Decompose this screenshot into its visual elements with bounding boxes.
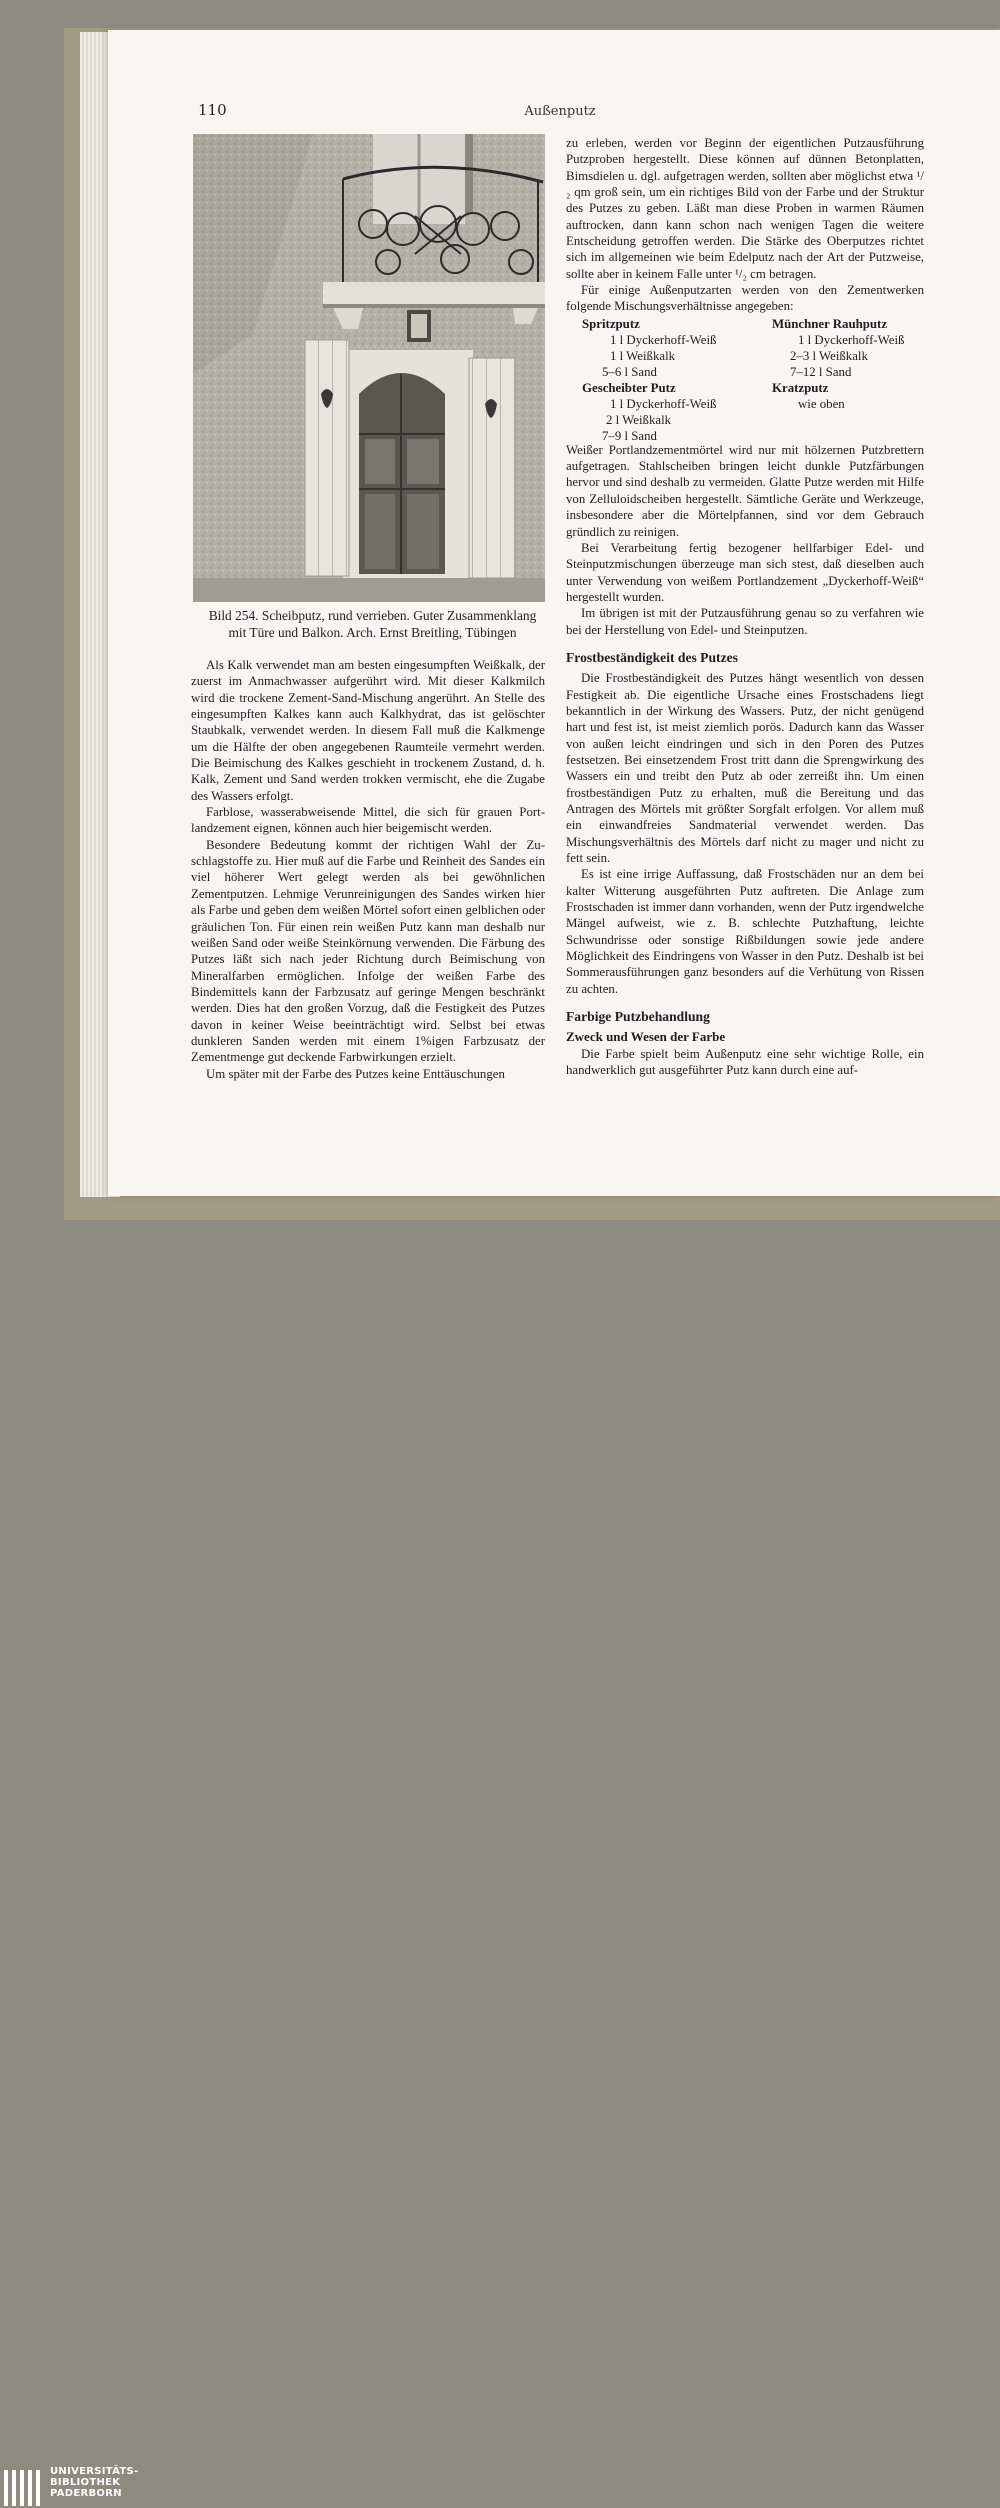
caption-line-1: Bild 254. Scheibputz, rund verrieben. Guter Zusammenklang (208, 608, 537, 623)
library-logo (0, 1232, 160, 2499)
paragraph: Es ist eine irrige Auffassung, daß Frostschäden nur an dem bei kalter Witterung ausgeführten Putz auftreten. Die Anlage zum Frostschaden ist immer dann vorhanden, wenn der Putz irgendwelche Mängel aufweist, wie z. B. schlechte Putzhaftung, leichte Schwundrisse oder sonstige Rißbildungen sowie jede andere Möglichkeit des Eindringens von Wasser in den Putz. Deshalb ist bei Sommerausführungen ganz besonders auf die Verhütung von Rissen zu achten. (566, 867, 924, 996)
mix-line: 2 l Weißkalk (606, 412, 672, 427)
mix-line: 5–6 l Sand (602, 364, 657, 379)
mix-line: 1 l Dyckerhoff-Weiß (798, 332, 905, 347)
library-bars-icon (2, 2466, 44, 2508)
mix-line: 7–9 l Sand (602, 428, 657, 443)
caption-line-2: mit Türe und Balkon. Arch. Ernst Breitling, Tübingen (228, 625, 517, 640)
mix-line: 7–12 l Sand (790, 364, 852, 379)
mix-line: 1 l Dyckerhoff-Weiß (610, 396, 717, 411)
paragraph: Für einige Außenputzarten werden von den Zementwerken folgende Mischungsverhältnisse angegeben: (566, 283, 924, 314)
balcony-photo (193, 134, 545, 602)
mix-title-kratzputz: Kratzputz (772, 380, 829, 395)
mix-title-gescheibter: Gescheibter Putz (582, 380, 676, 395)
library-name (50, 2466, 160, 2499)
mix-line: 2–3 l Weißkalk (790, 348, 868, 363)
paragraph: Als Kalk verwendet man am besten eingesumpften Weißkalk, der zuerst im Anmachwasser aufgerührt wird. Mit dieser Kalkmilch wird die trockene Zement-Sand-Mischung angerührt. An Stelle des eingesumpften Kalkes kann auch Kalkhydrat, das ist gelöschter Staubkalk, verwendet werden. In diesem Fall muß die Kalkmenge um die Hälfte der oben angegebenen Raumteile vermehrt werden. Die Beimischung des Kalkes geschieht in trockenem Zustand, d. h. Kalk, Zement und Sand werden trokken vermischt, ehe die Zugabe des Wassers erfolgt. (191, 658, 545, 803)
paragraph: Weißer Portlandzementmörtel wird nur mit hölzernen Putzbrettern aufgetragen. Stahlscheiben bringen leicht dunkle Putzfärbungen hervor und sind deshalb zu vermeiden. Glatte Putze werden mit Hilfe von Zelluloidscheiben hergestellt. Sämtliche Geräte und Werkzeuge, insbesondere aber die Mörtelpfannen, sind vor dem Gebrauch gründlich zu reinigen. (566, 442, 924, 539)
page-number: 110 (198, 101, 227, 119)
subheading-zweck: Zweck und Wesen der Farbe (566, 1029, 726, 1045)
paragraph: zu erleben, werden vor Beginn der eigentlichen Putzausführung Putzproben hergestellt. Diese können auf dünnen Betonplatten, Bimsdielen u. dgl. aufgetragen werden, sollten aber möglichst etwa ¹/₂ qm groß sein, um ein richtiges Bild von der Farbe und der Struktur des Putzes zu geben. Läßt man diese Proben in warmen Räumen auftrocken, dann kann schon nach wenigen Tagen die weitere Entscheidung getroffen werden. Die Stärke des Oberputzes richtet sich im allgemeinen wie beim Edelputz nach der Art der Putzweise, sollte aber in keinem Falle unter ¹/₂ cm betragen. (566, 136, 924, 281)
mix-line: 1 l Dyckerhoff-Weiß (610, 332, 717, 347)
running-title: Außenputz (524, 104, 596, 119)
section-heading-frost: Frostbeständigkeit des Putzes (566, 649, 738, 665)
paragraph: Um später mit der Farbe des Putzes keine Enttäuschungen (206, 1066, 505, 1081)
section-heading-farbige: Farbige Putzbehandlung (566, 1009, 710, 1025)
library-line-3: PADERBORN (50, 2488, 122, 2499)
paragraph: Farblose, wasserabweisende Mittel, die sich für grauen Portlandzement eignen, können auch hier beigemischt werden. (191, 805, 545, 836)
paragraph: Die Frostbeständigkeit des Putzes hängt wesentlich von dessen Festigkeit ab. Die eigentliche Ursache eines Frostschadens liegt bekanntlich in der Wirkung des Wassers. Putz, der nicht genügend hart und fest ist, ist meist ziemlich porös. Dadurch kann das Wasser von außen leicht eindringen und sich in den Poren des Putzes festsetzen. Bei einsetzendem Frost tritt dann die Sprengwirkung des Wassers ein und treibt den Putz ab oder zerreißt ihn. Um einen frostbeständigen Putz zu erhalten, muß die Bereitung und das Antragen des Mörtels mit größter Sorgfalt erfolgen. Vor allem muß ein einwandfreies Sandmaterial verwendet werden. Das Mischungsverhältnis des Mörtels darf nicht zu mager und nicht zu fett sein. (566, 671, 924, 866)
figure-caption (190, 607, 555, 641)
paragraph: Die Farbe spielt beim Außenputz eine sehr wichtige Rolle, ein handwerklich gut ausgeführter Putz kann durch eine auf- (566, 1046, 924, 1078)
mix-title-muenchner: Münchner Rauhputz (772, 316, 888, 331)
mix-line: 1 l Weißkalk (610, 348, 676, 363)
left-text-column (191, 657, 545, 1082)
mix-title-spritzputz: Spritzputz (582, 316, 640, 331)
mixing-ratios-table (566, 316, 924, 443)
paragraph: Besondere Bedeutung kommt der richtigen Wahl der Zuschlagstoffe zu. Hier muß auf die Farbe und Reinheit des Sandes ein viel höherer Wert gelegt werden als bei gewöhnlichen Zementputzen. Lehmige Verunreinigungen des Sandes wirken hier als Farbe und geben dem weißen Mörtel sofort einen gelblichen oder gräulichen Ton. Für einen rein weißen Putz kann man deshalb nur weißen Sand oder weiße Steinkörnung verwenden. Die Färbung des Putzes läßt sich nach jeder Richtung durch Beimischung von Mineralfarben ermöglichen. Infolge der weißen Farbe des Bindemittels kann der Farbzusatz auf geringe Mengen beschränkt werden. Dies hat den großen Vorzug, daß die Festigkeit des Putzes davon in keiner Weise beeinträchtigt wird. Selbst bei etwas dunkleren Sanden werden mit einem 1%igen Farbzusatz der Zementmenge gut deckende Farbwirkungen erzielt. (191, 837, 545, 1065)
paragraph: Bei Verarbeitung fertig bezogener hellfarbiger Edel- und Steinputzmischungen überzeuge man sich stest, daß dieselben auch unter Verwendung von weißem Portlandzement „Dyckerhoff-Weiß“ hergestellt wurden. (566, 540, 924, 604)
paragraph: Im übrigen ist mit der Putzausführung genau so zu verfahren wie bei der Herstellung von Edel- und Steinputzen. (566, 606, 924, 637)
library-line-2: BIBLIOTHEK (50, 2477, 121, 2488)
right-text-column (566, 135, 924, 1079)
library-line-1: UNIVERSITÄTS- (50, 2466, 139, 2477)
mix-line: wie oben (798, 396, 845, 411)
